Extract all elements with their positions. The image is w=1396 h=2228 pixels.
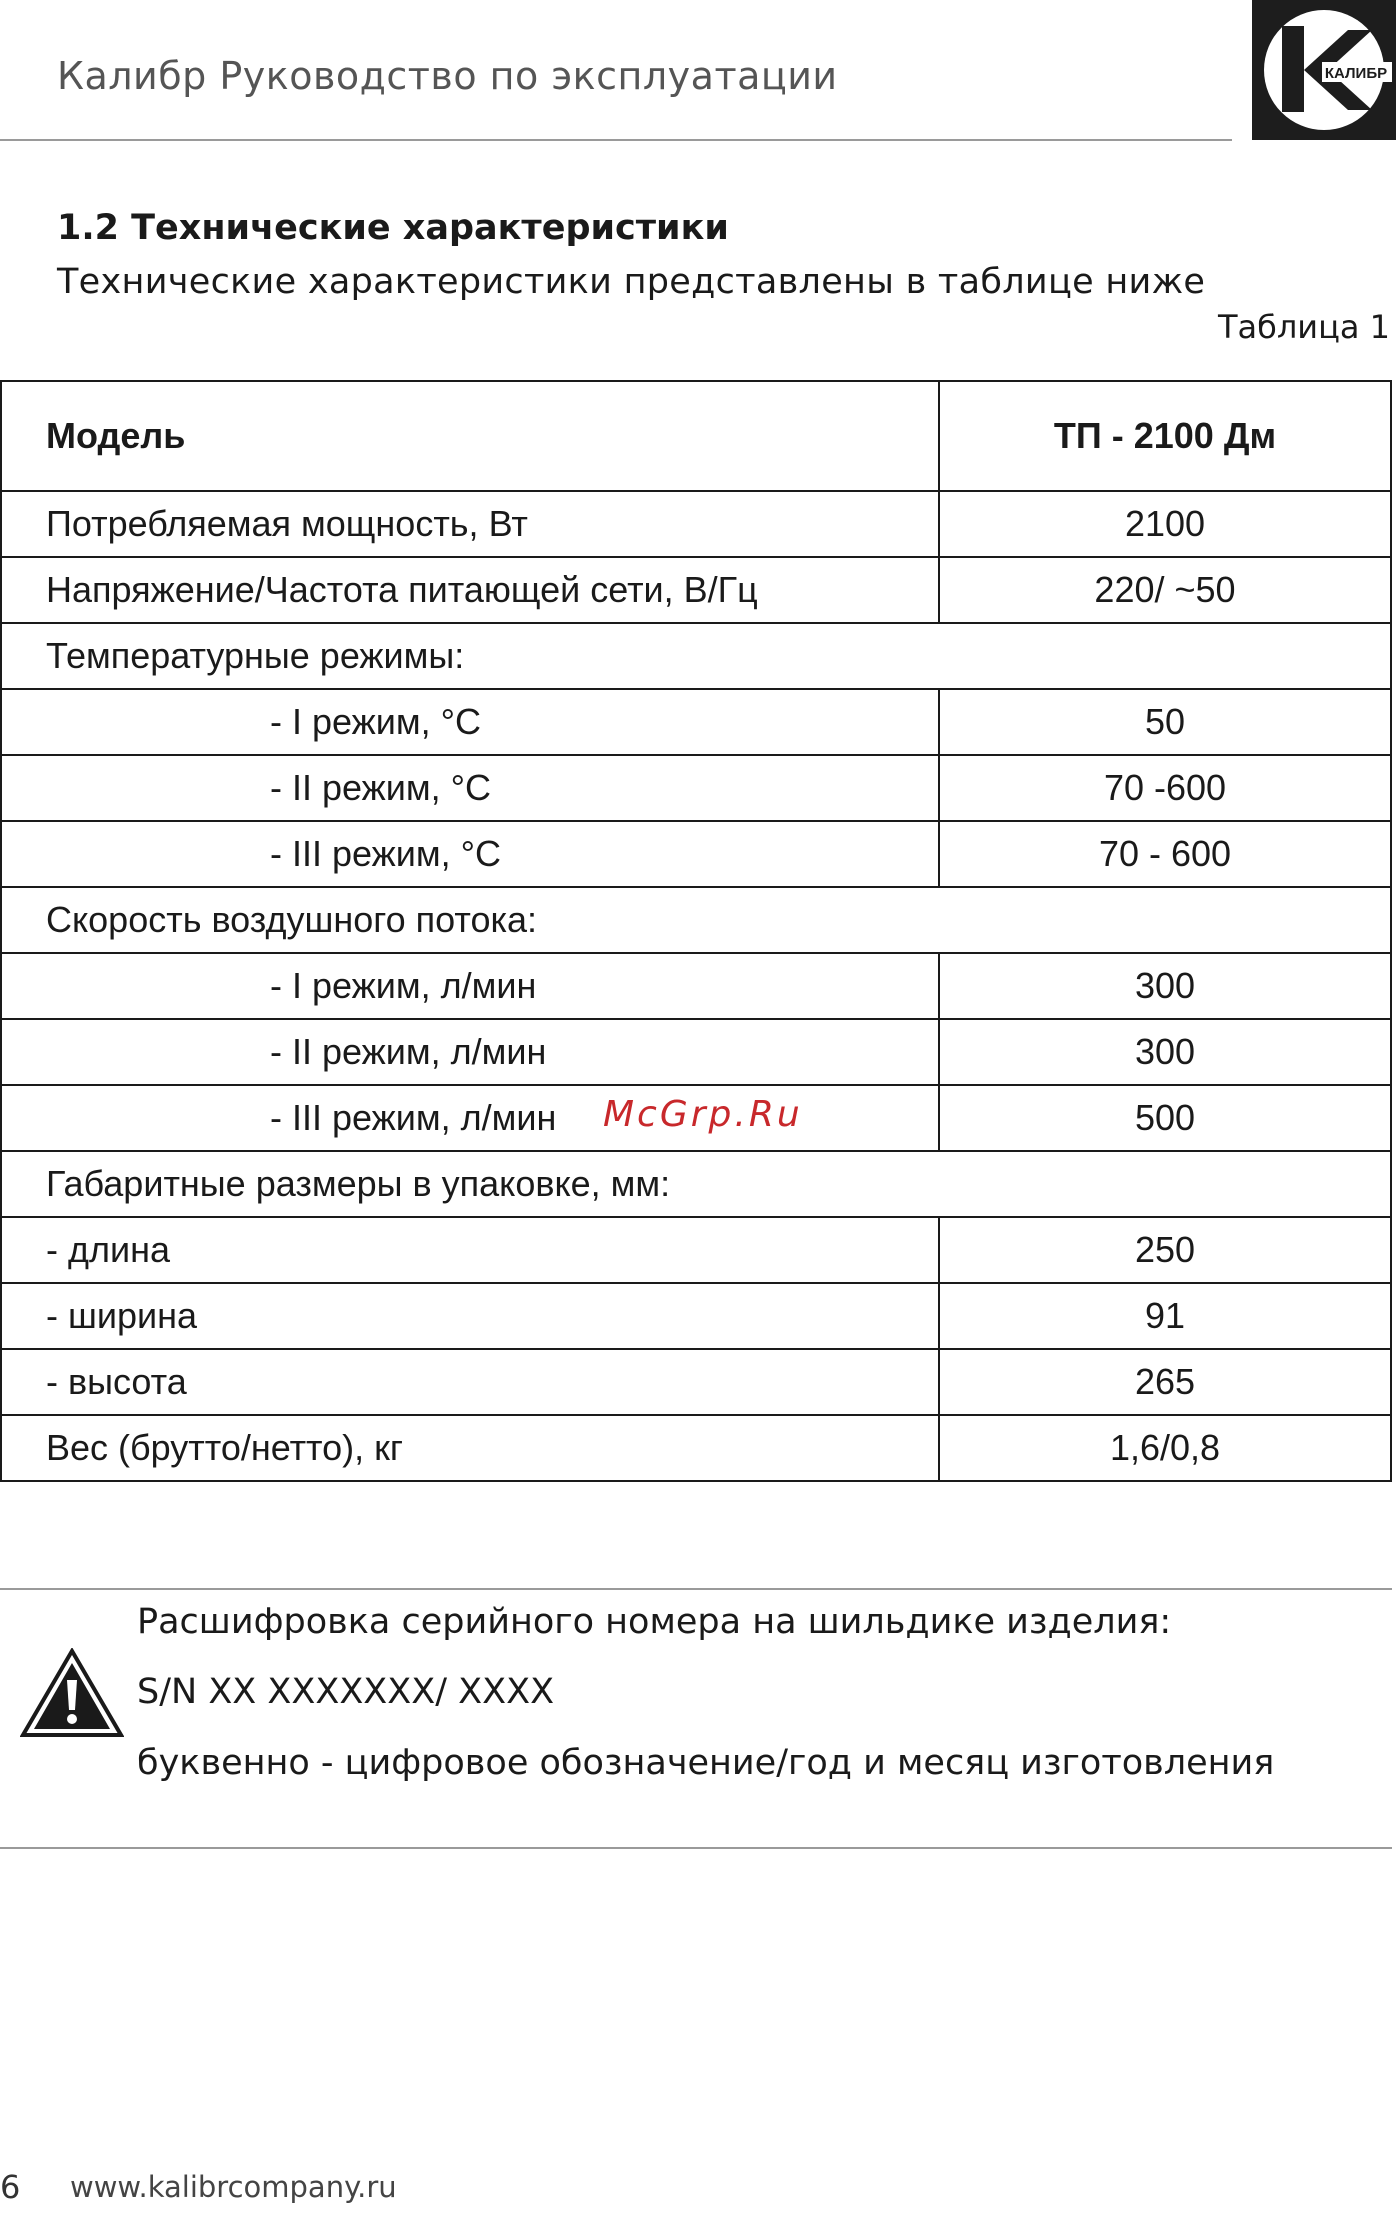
header-model-cell: ТП - 2100 Дм — [939, 381, 1391, 491]
table-row — [1, 1349, 1391, 1415]
table-row — [1, 821, 1391, 887]
note-top-divider — [0, 1588, 1392, 1590]
row-value: 70 - 600 — [939, 821, 1391, 887]
watermark: McGrp.Ru — [603, 1094, 803, 1135]
footer-url: www.kalibrcompany.ru — [70, 2170, 397, 2204]
group-label: Габаритные размеры в упаковке, мм: — [1, 1151, 1391, 1217]
table-row — [1, 953, 1391, 1019]
row-label: Вес (брутто/нетто), кг — [1, 1415, 939, 1481]
table-row — [1, 1217, 1391, 1283]
row-value: 50 — [939, 689, 1391, 755]
table-group-row — [1, 887, 1391, 953]
row-label: - II режим, °С — [1, 755, 939, 821]
header-label-cell: Модель — [1, 381, 939, 491]
row-label: Потребляемая мощность, Вт — [1, 491, 939, 557]
row-value: 300 — [939, 1019, 1391, 1085]
row-value: 250 — [939, 1217, 1391, 1283]
page-number: 6 — [0, 2168, 21, 2206]
group-label: Температурные режимы: — [1, 623, 1391, 689]
row-value: 265 — [939, 1349, 1391, 1415]
row-label: - I режим, л/мин — [1, 953, 939, 1019]
serial-number-format: S/N XX XXXXXXX/ XXXX — [137, 1672, 555, 1712]
header-divider — [0, 139, 1232, 141]
row-label: Напряжение/Частота питающей сети, В/Гц — [1, 557, 939, 623]
serial-note-explanation: буквенно - цифровое обозначение/год и месяц изготовления — [137, 1743, 1275, 1783]
logo-text: КАЛИБР — [1324, 65, 1388, 82]
row-label: - III режим, °С — [1, 821, 939, 887]
group-label: Скорость воздушного потока: — [1, 887, 1391, 953]
serial-note-title: Расшифровка серийного номера на шильдике изделия: — [137, 1602, 1172, 1642]
specifications-table — [0, 380, 1392, 1482]
note-bottom-divider — [0, 1847, 1392, 1849]
table-group-row — [1, 623, 1391, 689]
warning-icon — [20, 1648, 124, 1738]
table-row — [1, 1283, 1391, 1349]
table-row — [1, 755, 1391, 821]
table-group-row — [1, 1151, 1391, 1217]
section-intro: Технические характеристики представлены в таблице ниже — [57, 262, 1206, 302]
row-label: - высота — [1, 1349, 939, 1415]
row-label: - I режим, °С — [1, 689, 939, 755]
table-row — [1, 491, 1391, 557]
row-value: 91 — [939, 1283, 1391, 1349]
section-heading: 1.2 Технические характеристики — [57, 208, 729, 248]
table-row — [1, 557, 1391, 623]
row-value: 1,6/0,8 — [939, 1415, 1391, 1481]
row-value: 220/ ~50 — [939, 557, 1391, 623]
row-label: - ширина — [1, 1283, 939, 1349]
header-title: Калибр Руководство по эксплуатации — [57, 54, 838, 98]
row-value: 70 -600 — [939, 755, 1391, 821]
table-row — [1, 689, 1391, 755]
row-label: - длина — [1, 1217, 939, 1283]
kalibr-logo — [1252, 0, 1396, 140]
row-value: 500 — [939, 1085, 1391, 1151]
table-header-row — [1, 381, 1391, 491]
row-label: - III режим, л/мин — [1, 1085, 939, 1151]
table-caption: Таблица 1 — [1217, 308, 1390, 346]
table-row — [1, 1019, 1391, 1085]
row-label: - II режим, л/мин — [1, 1019, 939, 1085]
row-value: 300 — [939, 953, 1391, 1019]
table-row — [1, 1415, 1391, 1481]
row-value: 2100 — [939, 491, 1391, 557]
